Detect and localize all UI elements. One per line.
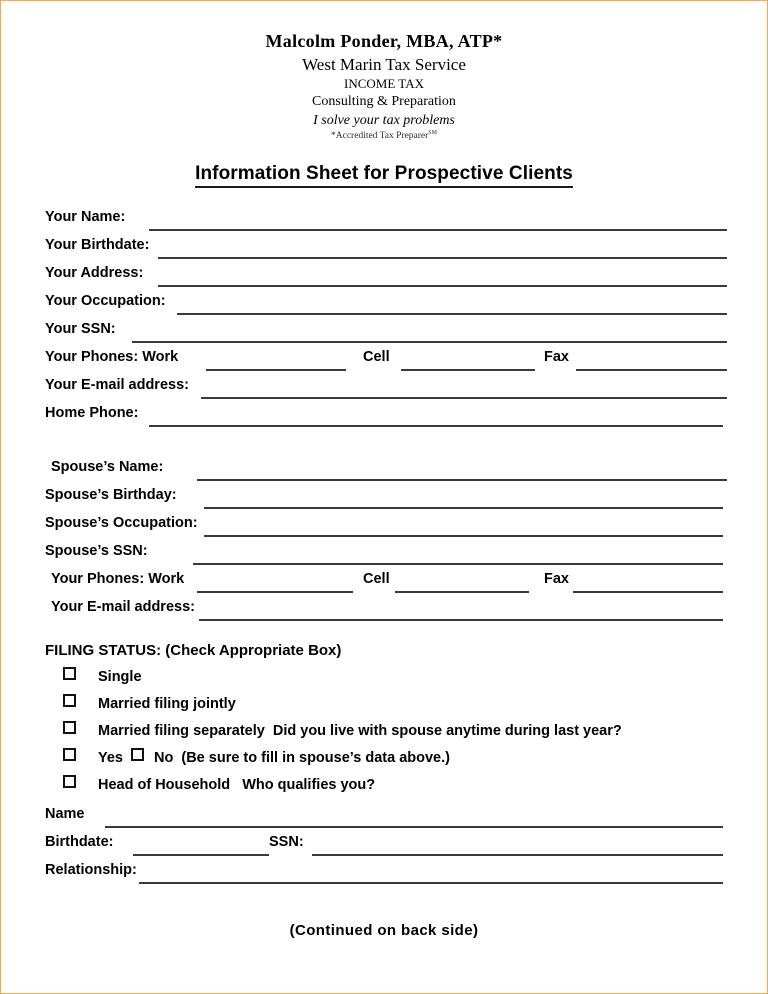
slogan: I solve your tax problems (313, 112, 455, 128)
filing-option-label: Head of Household Who qualifies you? (98, 776, 376, 793)
field-row-qualifier-relationship (1, 859, 767, 887)
input-qualifier-birthdate[interactable] (133, 854, 269, 856)
filing-option-married-jointly[interactable] (63, 695, 767, 712)
spouse-info-section (1, 456, 767, 624)
section-gap (1, 430, 767, 452)
label-spouse-name: Spouse’s Name: (51, 458, 164, 475)
label-home-phone: Home Phone: (45, 404, 139, 421)
input-spouse-fax[interactable] (573, 591, 723, 593)
input-fax[interactable] (576, 369, 727, 371)
filing-option-lived-with-spouse[interactable] (63, 749, 767, 766)
service-mark: SM (428, 130, 437, 137)
filing-option-label: Married filing separately Did you live with spouse anytime during last year? (98, 722, 622, 739)
label-cell-phone: Cell (363, 348, 390, 365)
field-row-spouse-name (1, 456, 767, 484)
label-qualifier-birthdate: Birthdate: (45, 833, 114, 850)
input-qualifier-ssn[interactable] (312, 854, 723, 856)
filing-option-head-of-household[interactable] (63, 776, 767, 793)
input-spouse-cell-phone[interactable] (395, 591, 529, 593)
field-row-spouse-birthday (1, 484, 767, 512)
input-your-address[interactable] (158, 285, 727, 287)
field-row-your-occupation (1, 290, 767, 318)
label-spouse-birthday: Spouse’s Birthday: (45, 486, 177, 503)
input-home-phone[interactable] (149, 425, 723, 427)
label-fax: Fax (544, 348, 569, 365)
input-cell-phone[interactable] (401, 369, 535, 371)
checkbox-no-icon[interactable] (131, 748, 144, 761)
input-spouse-birthday[interactable] (204, 507, 723, 509)
client-info-section (1, 206, 767, 430)
letterhead (1, 1, 767, 143)
filing-status-section (1, 642, 767, 793)
input-spouse-occupation[interactable] (204, 535, 723, 537)
label-your-address: Your Address: (45, 264, 144, 281)
input-your-email[interactable] (201, 397, 727, 399)
company-name: West Marin Tax Service (302, 54, 466, 74)
input-your-ssn[interactable] (132, 341, 727, 343)
label-your-email: Your E-mail address: (45, 376, 189, 393)
accreditation-text: *Accredited Tax Preparer (331, 131, 429, 142)
input-spouse-email[interactable] (199, 619, 723, 621)
label-qualifier-name: Name (45, 805, 85, 822)
checkbox-icon[interactable] (63, 694, 76, 707)
checkbox-yes-icon[interactable] (63, 748, 76, 761)
label-spouse-email: Your E-mail address: (51, 598, 195, 615)
field-row-spouse-occupation (1, 512, 767, 540)
input-spouse-work-phone[interactable] (197, 591, 353, 593)
filing-option-no-label: No (Be sure to fill in spouse’s data above.) (154, 749, 450, 766)
field-row-spouse-email (1, 596, 767, 624)
label-spouse-cell-phone: Cell (363, 570, 390, 587)
page-title: Information Sheet for Prospective Clients (195, 163, 573, 188)
continued-notice: (Continued on back side) (289, 922, 479, 939)
field-row-your-email (1, 374, 767, 402)
label-spouse-phones-work: Your Phones: Work (51, 570, 185, 587)
input-qualifier-name[interactable] (105, 826, 723, 828)
label-your-name: Your Name: (45, 208, 126, 225)
title-wrap (1, 163, 767, 188)
filing-option-yes-label: Yes (98, 749, 123, 766)
filing-status-heading: FILING STATUS: (Check Appropriate Box) (45, 641, 342, 659)
input-work-phone[interactable] (206, 369, 346, 371)
label-spouse-fax: Fax (544, 570, 569, 587)
label-your-occupation: Your Occupation: (45, 292, 166, 309)
checkbox-icon[interactable] (63, 721, 76, 734)
filing-option-label: Married filing jointly (98, 695, 236, 712)
label-qualifier-ssn: SSN: (269, 833, 304, 850)
accreditation-note (1, 130, 767, 143)
field-row-your-phones (1, 346, 767, 374)
input-your-birthdate[interactable] (158, 257, 727, 259)
field-row-qualifier-birthdate-ssn (1, 831, 767, 859)
label-your-ssn: Your SSN: (45, 320, 116, 337)
label-spouse-occupation: Spouse’s Occupation: (45, 514, 198, 531)
practitioner-name: Malcolm Ponder, MBA, ATP* (265, 31, 503, 51)
field-row-your-name (1, 206, 767, 234)
input-spouse-name[interactable] (197, 479, 727, 481)
field-row-home-phone (1, 402, 767, 430)
field-row-your-birthdate (1, 234, 767, 262)
label-qualifier-relationship: Relationship: (45, 861, 137, 878)
checkbox-icon[interactable] (63, 775, 76, 788)
input-spouse-ssn[interactable] (193, 563, 723, 565)
input-your-name[interactable] (149, 229, 727, 231)
field-row-spouse-phones (1, 568, 767, 596)
input-qualifier-relationship[interactable] (139, 882, 723, 884)
field-row-qualifier-name (1, 803, 767, 831)
field-row-your-ssn (1, 318, 767, 346)
checkbox-icon[interactable] (63, 667, 76, 680)
field-row-spouse-ssn (1, 540, 767, 568)
label-spouse-ssn: Spouse’s SSN: (45, 542, 148, 559)
label-your-birthdate: Your Birthdate: (45, 236, 150, 253)
input-your-occupation[interactable] (177, 313, 727, 315)
label-your-phones-work: Your Phones: Work (45, 348, 179, 365)
filing-option-label: Single (98, 668, 142, 685)
filing-option-married-separately[interactable] (63, 722, 767, 739)
service-line: INCOME TAX (344, 75, 424, 91)
subservice-line: Consulting & Preparation (312, 94, 456, 110)
filing-option-single[interactable] (63, 668, 767, 685)
field-row-your-address (1, 262, 767, 290)
qualifier-section (1, 803, 767, 887)
